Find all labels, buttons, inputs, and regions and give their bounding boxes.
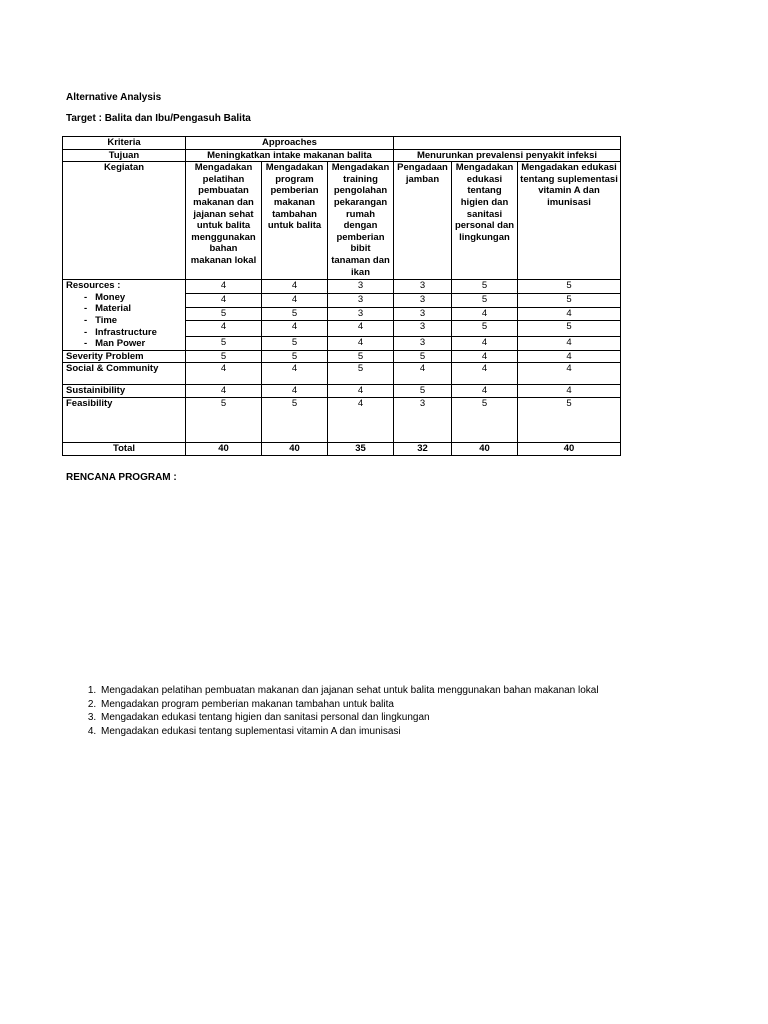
total-cell: 40 [518,442,621,455]
score-cell: 5 [262,337,328,350]
score-cell: 5 [452,294,518,308]
kegiatan-cell: Mengadakan training pengolahan pekarangan rumah dengan pemberian bibit tanaman dan ikan [328,162,394,280]
total-cell: 35 [328,442,394,455]
resources-row [63,280,621,294]
score-cell: 4 [262,385,328,398]
score-cell: 3 [394,307,452,320]
score-cell: 5 [186,350,262,363]
score-cell: 3 [328,294,394,308]
kegiatan-cell: Mengadakan program pemberian makanan tambahan untuk balita [262,162,328,280]
score-cell: 5 [394,350,452,363]
score-cell: 5 [518,397,621,442]
header-kriteria: Kriteria [63,137,186,150]
total-cell: 32 [394,442,452,455]
resource-item: - Money [84,291,126,303]
score-cell: 4 [262,321,328,337]
row-label: Feasibility [63,397,186,442]
score-cell: 4 [452,307,518,320]
score-cell: 5 [394,385,452,398]
program-list [66,684,719,739]
score-cell: 5 [262,397,328,442]
row-label: Social & Community [63,363,186,385]
header-tujuan: Tujuan [63,149,186,162]
score-cell: 4 [262,280,328,294]
score-cell: 5 [518,294,621,308]
resources-label-cell [63,280,186,351]
score-cell: 4 [452,385,518,398]
total-row [63,442,621,455]
kegiatan-cell: Mengadakan edukasi tentang suplementasi vitamin A dan imunisasi [518,162,621,280]
score-cell: 4 [186,321,262,337]
social-row [63,363,621,385]
score-cell: 5 [452,397,518,442]
score-cell: 5 [186,397,262,442]
program-item: 1. Mengadakan pelatihan pembuatan makanan dan jajanan sehat untuk balita menggunakan bahan makanan lokal [99,684,719,698]
kegiatan-row [63,162,621,280]
score-cell: 3 [328,307,394,320]
score-cell: 5 [262,350,328,363]
resource-item: - Time [84,314,118,326]
score-cell: 4 [328,321,394,337]
score-cell: 4 [186,294,262,308]
header-row-tujuan [63,149,621,162]
score-cell: 4 [394,363,452,385]
score-cell: 5 [328,350,394,363]
score-cell: 4 [518,385,621,398]
program-item: 2. Mengadakan program pemberian makanan tambahan untuk balita [99,698,719,712]
score-cell: 3 [394,280,452,294]
sustainibility-row [63,385,621,398]
rencana-heading: RENCANA PROGRAM : [66,472,177,483]
total-cell: 40 [186,442,262,455]
score-cell: 5 [328,363,394,385]
score-cell: 4 [452,350,518,363]
kegiatan-cell: Pengadaan jamban [394,162,452,280]
program-item: 4. Mengadakan edukasi tentang suplementasi vitamin A dan imunisasi [99,725,719,739]
resource-item: - Material [84,303,131,315]
score-cell: 3 [394,321,452,337]
score-cell: 4 [328,385,394,398]
header-empty [394,137,621,150]
score-cell: 5 [186,337,262,350]
score-cell: 4 [518,350,621,363]
total-cell: 40 [262,442,328,455]
program-item: 3. Mengadakan edukasi tentang higien dan sanitasi personal dan lingkungan [99,711,719,725]
header-row-kriteria [63,137,621,150]
resources-sublist [66,292,183,350]
score-cell: 4 [452,337,518,350]
row-label: Sustainibility [63,385,186,398]
kegiatan-cell: Mengadakan edukasi tentang higien dan sanitasi personal dan lingkungan [452,162,518,280]
feasibility-row [63,397,621,442]
score-cell: 3 [394,397,452,442]
score-cell: 4 [328,337,394,350]
score-cell: 4 [262,294,328,308]
score-cell: 3 [394,337,452,350]
score-cell: 4 [186,385,262,398]
score-cell: 3 [394,294,452,308]
total-label: Total [63,442,186,455]
score-cell: 4 [452,363,518,385]
resource-item: - Infrastructure [84,326,157,338]
score-cell: 5 [518,280,621,294]
resource-item: - Man Power [84,338,146,350]
score-cell: 4 [328,397,394,442]
tujuan-intake: Meningkatkan intake makanan balita [186,149,394,162]
resources-label: Resources : [66,280,121,292]
doc-target: Target : Balita dan Ibu/Pengasuh Balita [66,113,251,124]
doc-title: Alternative Analysis [66,92,162,103]
score-cell: 4 [518,307,621,320]
score-cell: 4 [518,363,621,385]
header-approaches: Approaches [186,137,394,150]
score-cell: 4 [518,337,621,350]
score-cell: 4 [186,363,262,385]
score-cell: 5 [262,307,328,320]
kegiatan-cell: Mengadakan pelatihan pembuatan makanan dan jajanan sehat untuk balita menggunakan bahan makanan lokal [186,162,262,280]
row-label: Severity Problem [63,350,186,363]
score-cell: 5 [186,307,262,320]
score-cell: 4 [186,280,262,294]
alternative-analysis-table [62,136,621,456]
severity-row [63,350,621,363]
score-cell: 3 [328,280,394,294]
score-cell: 4 [262,363,328,385]
total-cell: 40 [452,442,518,455]
tujuan-infeksi: Menurunkan prevalensi penyakit infeksi [394,149,621,162]
score-cell: 5 [518,321,621,337]
score-cell: 5 [452,280,518,294]
score-cell: 5 [452,321,518,337]
header-kegiatan: Kegiatan [63,162,186,280]
